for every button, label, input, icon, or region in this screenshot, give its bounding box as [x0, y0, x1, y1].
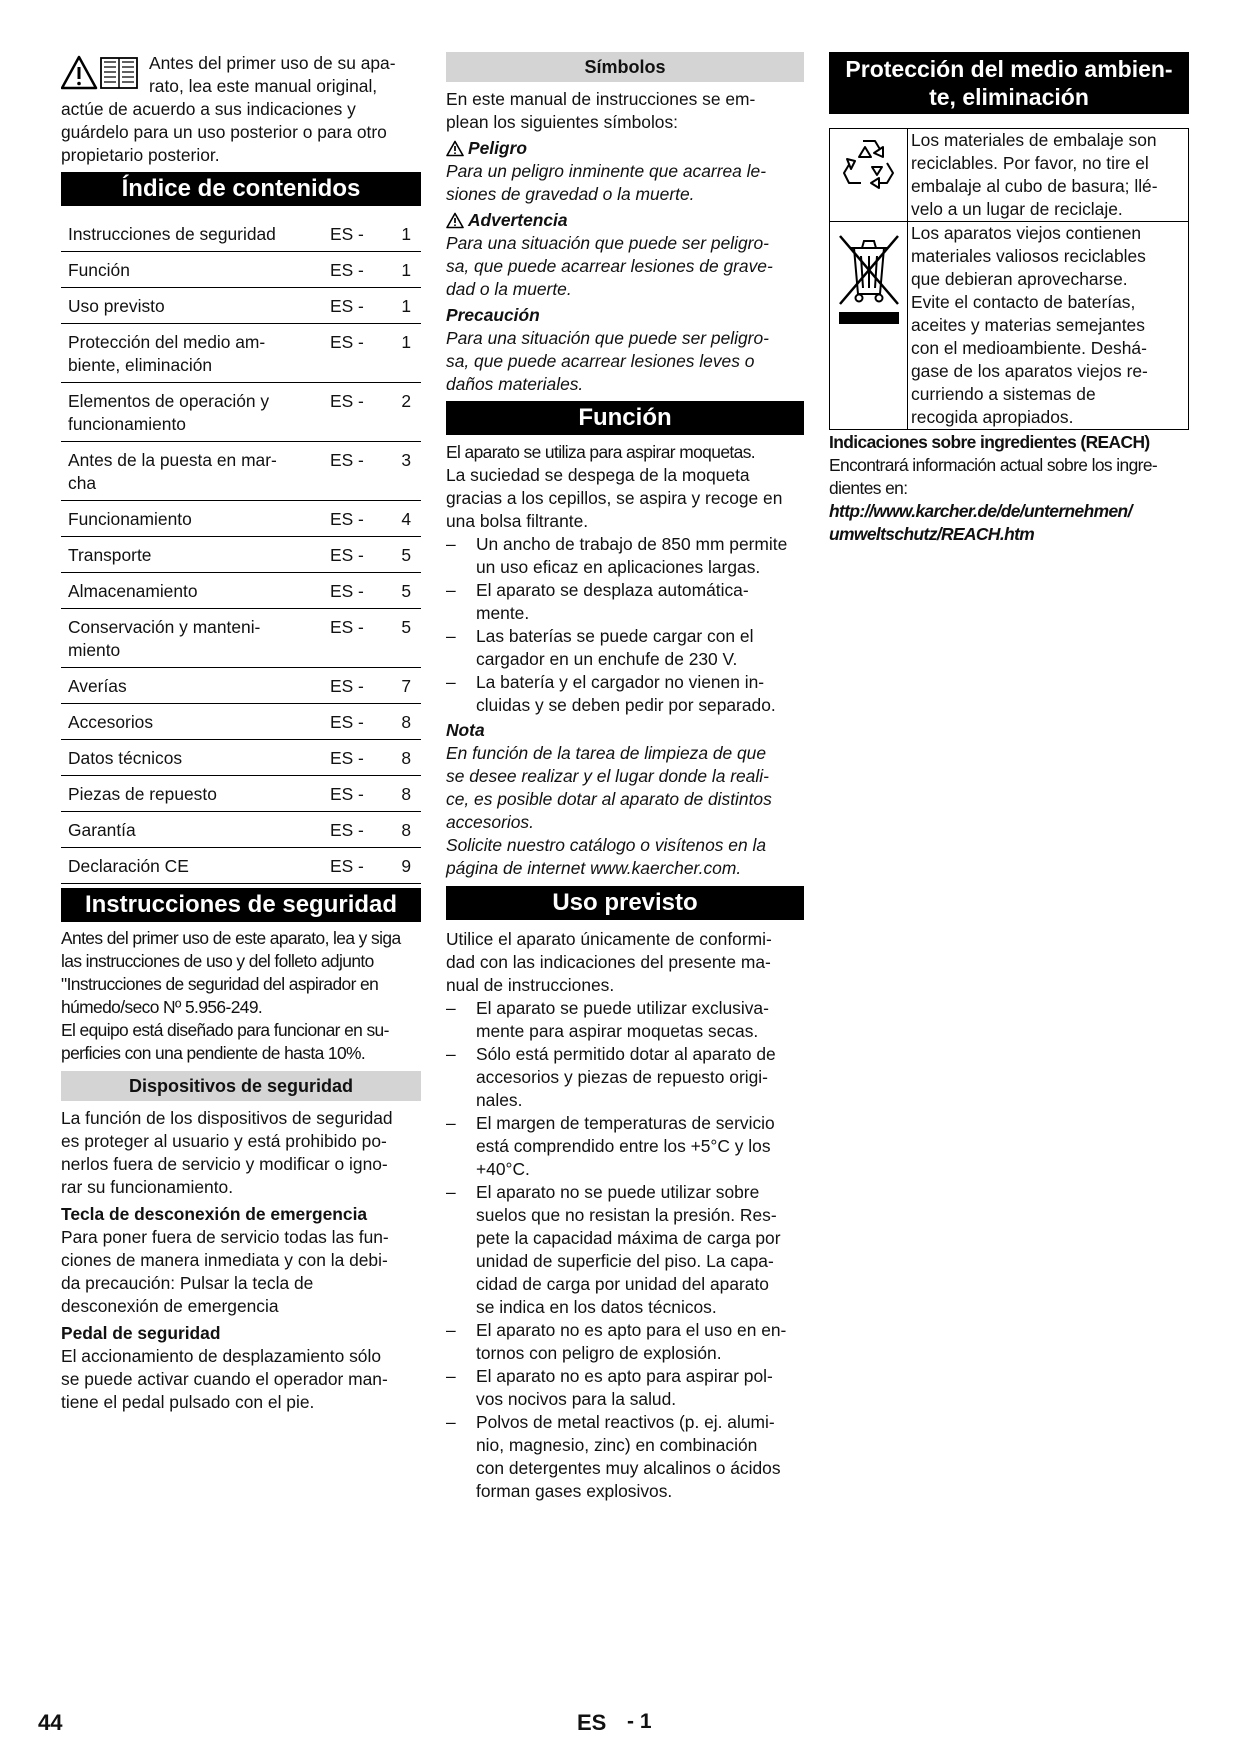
- column-middle: [446, 52, 804, 1503]
- toc-row[interactable]: [61, 216, 421, 252]
- safety-intro-line: "Instrucciones de seguridad del aspirador en: [61, 974, 379, 994]
- disposal-line: curriendo a sistemas de: [911, 384, 1096, 404]
- caution-line: daños materiales.: [446, 374, 584, 394]
- recycle-icon-cell: [830, 129, 908, 222]
- toc-entry-page: 1: [375, 252, 421, 288]
- toc-entry-title-line: Función: [68, 260, 130, 280]
- toc-entry-title: [61, 848, 330, 884]
- function-intro-line: El aparato se utiliza para aspirar moquetas.: [446, 442, 756, 462]
- intro-line: actúe de acuerdo a sus indicaciones y: [61, 99, 356, 119]
- function-bullet: [446, 533, 804, 579]
- function-bullet-line: cargador en un enchufe de 230 V.: [476, 649, 738, 669]
- manual-book-icon: [101, 58, 137, 88]
- toc-entry-title-line: Elementos de operación y: [68, 391, 270, 411]
- toc-entry-title-line: Averías: [68, 676, 127, 696]
- devices-line: es proteger al usuario y está prohibido po-: [61, 1131, 387, 1151]
- danger-label-text: Peligro: [468, 138, 527, 158]
- toc-entry-section: ES -: [330, 776, 375, 812]
- pedal-line: tiene el pedal pulsado con el pie.: [61, 1392, 315, 1412]
- toc-entry-section: ES -: [330, 537, 375, 573]
- footer-lang: ES: [577, 1710, 607, 1735]
- disposal-line: materiales valiosos reciclables: [911, 246, 1146, 266]
- toc-row[interactable]: [61, 383, 421, 442]
- recycle-line: velo a un lugar de reciclaje.: [911, 199, 1123, 219]
- toc-entry-title-line: cha: [68, 473, 97, 493]
- toc-entry-title: [61, 609, 330, 668]
- caution-line: sa, que puede acarrear lesiones leves o: [446, 351, 755, 371]
- toc-row[interactable]: [61, 812, 421, 848]
- use-bullet-line: – El aparato se puede utilizar exclusiva-: [476, 998, 769, 1018]
- toc-row[interactable]: [61, 704, 421, 740]
- toc-row[interactable]: [61, 848, 421, 884]
- toc-entry-title: [61, 740, 330, 776]
- reach-title: Indicaciones sobre ingredientes (REACH): [829, 432, 1150, 452]
- toc-entry-title-line: Uso previsto: [68, 296, 165, 316]
- toc-entry-title-line: Accesorios: [68, 712, 154, 732]
- safety-intro-line: las instrucciones de uso y del folleto adjunto: [61, 951, 374, 971]
- function-bullet-line: – El aparato se desplaza automática-: [476, 580, 749, 600]
- environment-table: [829, 128, 1189, 430]
- pedal-line: se puede activar cuando el operador man-: [61, 1369, 388, 1389]
- use-intro-line: nual de instrucciones.: [446, 975, 615, 995]
- intro-line: propietario posterior.: [61, 145, 220, 165]
- symbols-intro-line: En este manual de instrucciones se em-: [446, 89, 756, 109]
- disposal-icon-cell: [830, 222, 908, 430]
- toc-entry-title: [61, 537, 330, 573]
- toc-entry-page: 8: [375, 704, 421, 740]
- safety-intro: [61, 927, 421, 1065]
- warning-line: Para una situación que puede ser peligro-: [446, 233, 769, 253]
- symbols-intro-line: plean los siguientes símbolos:: [446, 112, 679, 132]
- toc-entry-title-line: Protección del medio am-: [68, 332, 266, 352]
- use-bullet-line: vos nocivos para la salud.: [476, 1389, 677, 1409]
- use-bullet: [446, 1112, 804, 1181]
- use-title: Uso previsto: [446, 886, 804, 920]
- warning-label-text: Advertencia: [468, 210, 568, 230]
- crossed-bin-icon: [834, 226, 904, 331]
- function-bullet-line: – Un ancho de trabajo de 850 mm permite: [476, 534, 788, 554]
- reach-url-line[interactable]: umweltschutz/REACH.htm: [829, 524, 1035, 544]
- function-bullet: [446, 579, 804, 625]
- devices-line: rar su funcionamiento.: [61, 1177, 234, 1197]
- function-bullet-list: [446, 533, 804, 717]
- toc-entry-title-line: Instrucciones de seguridad: [68, 224, 276, 244]
- environment-title: [829, 52, 1189, 114]
- use-bullet-line: mente para aspirar moquetas secas.: [476, 1021, 759, 1041]
- use-bullet-line: +40°C.: [476, 1159, 530, 1179]
- estop-line: Para poner fuera de servicio todas las fun-: [61, 1227, 389, 1247]
- page-number: 44: [38, 1710, 63, 1735]
- toc-entry-title: [61, 324, 330, 383]
- danger-line: Para un peligro inminente que acarrea le-: [446, 161, 766, 181]
- toc-entry-title-line: Antes de la puesta en mar-: [68, 450, 277, 470]
- recycle-line: embalaje al cubo de basura; llé-: [911, 176, 1158, 196]
- toc-row[interactable]: [61, 324, 421, 383]
- use-bullet-line: tornos con peligro de explosión.: [476, 1343, 722, 1363]
- use-bullet-line: – El aparato no se puede utilizar sobre: [476, 1182, 760, 1202]
- use-bullet: [446, 1411, 804, 1503]
- disposal-line: recogida apropiados.: [911, 407, 1074, 427]
- toc-entry-page: 8: [375, 812, 421, 848]
- devices-text: [61, 1107, 421, 1199]
- reach-url-line[interactable]: http://www.karcher.de/de/unternehmen/: [829, 501, 1132, 521]
- function-bullet-line: un uso eficaz en aplicaciones largas.: [476, 557, 761, 577]
- intro-line: guárdelo para un uso posterior o para otro: [61, 122, 387, 142]
- note-line: se desee realizar y el lugar donde la reali-: [446, 766, 769, 786]
- toc-entry-page: 8: [375, 740, 421, 776]
- note-line: ce, es posible dotar al aparato de distintos: [446, 789, 772, 809]
- function-bullet-line: – Las baterías se puede cargar con el: [476, 626, 754, 646]
- use-bullet: [446, 1043, 804, 1112]
- use-intro-line: dad con las indicaciones del presente ma-: [446, 952, 771, 972]
- disposal-row: [830, 222, 1189, 430]
- use-bullet: [446, 1319, 804, 1365]
- toc-row[interactable]: [61, 668, 421, 704]
- toc-entry-title: [61, 216, 330, 252]
- function-intro-line: La suciedad se despega de la moqueta: [446, 465, 750, 485]
- safety-intro-line: húmedo/seco Nº 5.956-249.: [61, 997, 263, 1017]
- disposal-line: gase de los aparatos viejos re-: [911, 361, 1148, 381]
- toc-entry-page: 8: [375, 776, 421, 812]
- disposal-text-cell: [908, 222, 1189, 430]
- toc-row[interactable]: [61, 442, 421, 501]
- toc-entry-title: [61, 442, 330, 501]
- toc-entry-title: [61, 668, 330, 704]
- use-bullet-line: con detergentes muy alcalinos o ácidos: [476, 1458, 781, 1478]
- toc-entry-title: [61, 704, 330, 740]
- toc-entry-page: 7: [375, 668, 421, 704]
- use-bullet-line: se indica en los datos técnicos.: [476, 1297, 717, 1317]
- toc-entry-page: 5: [375, 573, 421, 609]
- devices-title: Dispositivos de seguridad: [61, 1071, 421, 1101]
- function-bullet-line: – La batería y el cargador no vienen in-: [476, 672, 765, 692]
- environment-title-line: te, eliminación: [929, 84, 1089, 110]
- note-label: Nota: [446, 720, 485, 740]
- toc-entry-section: ES -: [330, 812, 375, 848]
- toc-row[interactable]: [61, 288, 421, 324]
- toc-entry-page: 3: [375, 442, 421, 501]
- toc-entry-page: 1: [375, 288, 421, 324]
- disposal-line: Evite el contacto de baterías,: [911, 292, 1136, 312]
- toc-entry-title-line: Funcionamiento: [68, 509, 192, 529]
- reach-line: dientes en:: [829, 478, 908, 498]
- disposal-line: que debieran aprovecharse.: [911, 269, 1128, 289]
- use-bullet-line: – Sólo está permitido dotar al aparato de: [476, 1044, 776, 1064]
- toc-entry-title-line: Conservación y manteni-: [68, 617, 261, 637]
- function-intro-line: gracias a los cepillos, se aspira y recoge en: [446, 488, 783, 508]
- toc-row[interactable]: [61, 537, 421, 573]
- intro-line: rato, lea este manual original,: [149, 76, 378, 96]
- toc-entry-page: 1: [375, 216, 421, 252]
- warning-line: dad o la muerte.: [446, 279, 572, 299]
- toc-row[interactable]: [61, 252, 421, 288]
- use-bullet-line: pete la capacidad máxima de carga por: [476, 1228, 781, 1248]
- safety-slope-line: perficies con una pendiente de hasta 10%.: [61, 1043, 366, 1063]
- use-bullet-line: accesorios y piezas de repuesto origi-: [476, 1067, 768, 1087]
- toc-entry-title-line: Datos técnicos: [68, 748, 183, 768]
- estop-title: Tecla de desconexión de emergencia: [61, 1204, 368, 1224]
- toc-row[interactable]: [61, 740, 421, 776]
- environment-title-line: Protección del medio ambien-: [845, 56, 1173, 82]
- note-line: accesorios.: [446, 812, 534, 832]
- function-title: Función: [446, 401, 804, 435]
- toc-entry-section: ES -: [330, 216, 375, 252]
- use-bullet-line: – El aparato no es apto para aspirar pol-: [476, 1366, 773, 1386]
- disposal-line: con el medioambiente. Deshá-: [911, 338, 1147, 358]
- estop-line: ciones de manera inmediata y con la debi-: [61, 1250, 388, 1270]
- toc-entry-section: ES -: [330, 740, 375, 776]
- toc-entry-section: ES -: [330, 252, 375, 288]
- recycle-text-cell: [908, 129, 1189, 222]
- toc-title: Índice de contenidos: [61, 172, 421, 206]
- warning-label: [446, 209, 804, 232]
- use-bullet: [446, 1181, 804, 1319]
- reach-line: Encontrará información actual sobre los ingre-: [829, 455, 1158, 475]
- devices-line: La función de los dispositivos de seguridad: [61, 1108, 393, 1128]
- safety-slope-line: El equipo está diseñado para funcionar en su-: [61, 1020, 389, 1040]
- danger-label: [446, 137, 804, 160]
- toc-table: [61, 216, 421, 884]
- toc-entry-section: ES -: [330, 383, 375, 442]
- safety-intro-line: Antes del primer uso de este aparato, lea y siga: [61, 928, 401, 948]
- toc-entry-section: ES -: [330, 609, 375, 668]
- toc-entry-page: 5: [375, 609, 421, 668]
- use-bullet-line: suelos que no resistan la presión. Res-: [476, 1205, 777, 1225]
- column-right: [829, 52, 1189, 546]
- warning-icon: [61, 54, 141, 92]
- use-bullet-line: – Polvos de metal reactivos (p. ej. alumi-: [476, 1412, 775, 1432]
- caution-line: Para una situación que puede ser peligro-: [446, 328, 769, 348]
- intro-block: [61, 52, 421, 167]
- toc-entry-title-line: Declaración CE: [68, 856, 189, 876]
- footer-section-page: - 1: [627, 1710, 652, 1733]
- toc-entry-title-line: funcionamiento: [68, 414, 186, 434]
- toc-entry-title: [61, 252, 330, 288]
- recycle-line: Los materiales de embalaje son: [911, 130, 1157, 150]
- use-bullet-line: forman gases explosivos.: [476, 1481, 673, 1501]
- toc-entry-section: ES -: [330, 501, 375, 537]
- use-bullet-line: unidad de superficie del piso. La capa-: [476, 1251, 774, 1271]
- toc-entry-title-line: biente, eliminación: [68, 355, 213, 375]
- function-bullet-line: mente.: [476, 603, 530, 623]
- warning-triangle-icon: [446, 212, 464, 229]
- toc-entry-section: ES -: [330, 442, 375, 501]
- disposal-line: aceites y materias semejantes: [911, 315, 1145, 335]
- warning-triangle-icon: [446, 140, 464, 157]
- toc-entry-section: ES -: [330, 573, 375, 609]
- toc-entry-page: 2: [375, 383, 421, 442]
- toc-entry-title: [61, 501, 330, 537]
- note-line: Solicite nuestro catálogo o visítenos en la: [446, 835, 766, 855]
- toc-entry-title-line: Piezas de repuesto: [68, 784, 217, 804]
- toc-entry-title-line: Garantía: [68, 820, 136, 840]
- toc-entry-title-line: Almacenamiento: [68, 581, 198, 601]
- intro-line: Antes del primer uso de su apa-: [149, 53, 396, 73]
- column-left: [61, 52, 421, 1414]
- toc-row[interactable]: [61, 501, 421, 537]
- toc-entry-title: [61, 383, 330, 442]
- devices-line: nerlos fuera de servicio y modificar o igno-: [61, 1154, 388, 1174]
- recycle-line: reciclables. Por favor, no tire el: [911, 153, 1149, 173]
- note-line: página de internet www.kaercher.com.: [446, 858, 742, 878]
- toc-entry-title: [61, 573, 330, 609]
- caution-label: Precaución: [446, 305, 540, 325]
- estop-line: desconexión de emergencia: [61, 1296, 279, 1316]
- toc-entry-section: ES -: [330, 324, 375, 383]
- toc-entry-page: 4: [375, 501, 421, 537]
- toc-entry-section: ES -: [330, 848, 375, 884]
- recycle-row: [830, 129, 1189, 222]
- toc-entry-section: ES -: [330, 288, 375, 324]
- toc-entry-title: [61, 776, 330, 812]
- use-intro-line: Utilice el aparato únicamente de conformi-: [446, 929, 772, 949]
- safety-title: Instrucciones de seguridad: [61, 888, 421, 922]
- use-bullet-list: [446, 997, 804, 1503]
- pedal-line: El accionamiento de desplazamiento sólo: [61, 1346, 381, 1366]
- toc-entry-page: 1: [375, 324, 421, 383]
- use-bullet: [446, 1365, 804, 1411]
- use-bullet-line: nales.: [476, 1090, 523, 1110]
- warning-line: sa, que puede acarrear lesiones de grave-: [446, 256, 773, 276]
- toc-entry-page: 5: [375, 537, 421, 573]
- note-line: En función de la tarea de limpieza de que: [446, 743, 767, 763]
- toc-row[interactable]: [61, 573, 421, 609]
- symbols-title: Símbolos: [446, 52, 804, 82]
- toc-entry-title: [61, 288, 330, 324]
- intro-icons: [61, 54, 141, 92]
- pedal-title: Pedal de seguridad: [61, 1323, 221, 1343]
- function-bullet: [446, 671, 804, 717]
- use-bullet-line: – El aparato no es apto para el uso en en-: [476, 1320, 787, 1340]
- recycle-icon: [839, 133, 899, 193]
- function-bullet: [446, 625, 804, 671]
- toc-row[interactable]: [61, 609, 421, 668]
- disposal-line: Los aparatos viejos contienen: [911, 223, 1142, 243]
- danger-line: siones de gravedad o la muerte.: [446, 184, 695, 204]
- use-bullet-line: – El margen de temperaturas de servicio: [476, 1113, 775, 1133]
- toc-row[interactable]: [61, 776, 421, 812]
- use-bullet-line: nio, magnesio, zinc) en combinación: [476, 1435, 758, 1455]
- use-bullet-line: está comprendido entre los +5°C y los: [476, 1136, 771, 1156]
- toc-entry-title-line: Transporte: [68, 545, 152, 565]
- function-bullet-line: cluidas y se deben pedir por separado.: [476, 695, 776, 715]
- toc-entry-title-line: miento: [68, 640, 121, 660]
- function-intro-line: una bolsa filtrante.: [446, 511, 589, 531]
- use-bullet: [446, 997, 804, 1043]
- toc-entry-section: ES -: [330, 668, 375, 704]
- toc-entry-title: [61, 812, 330, 848]
- toc-entry-page: 9: [375, 848, 421, 884]
- use-bullet-line: cidad de carga por unidad del aparato: [476, 1274, 769, 1294]
- toc-entry-section: ES -: [330, 704, 375, 740]
- estop-line: da precaución: Pulsar la tecla de: [61, 1273, 314, 1293]
